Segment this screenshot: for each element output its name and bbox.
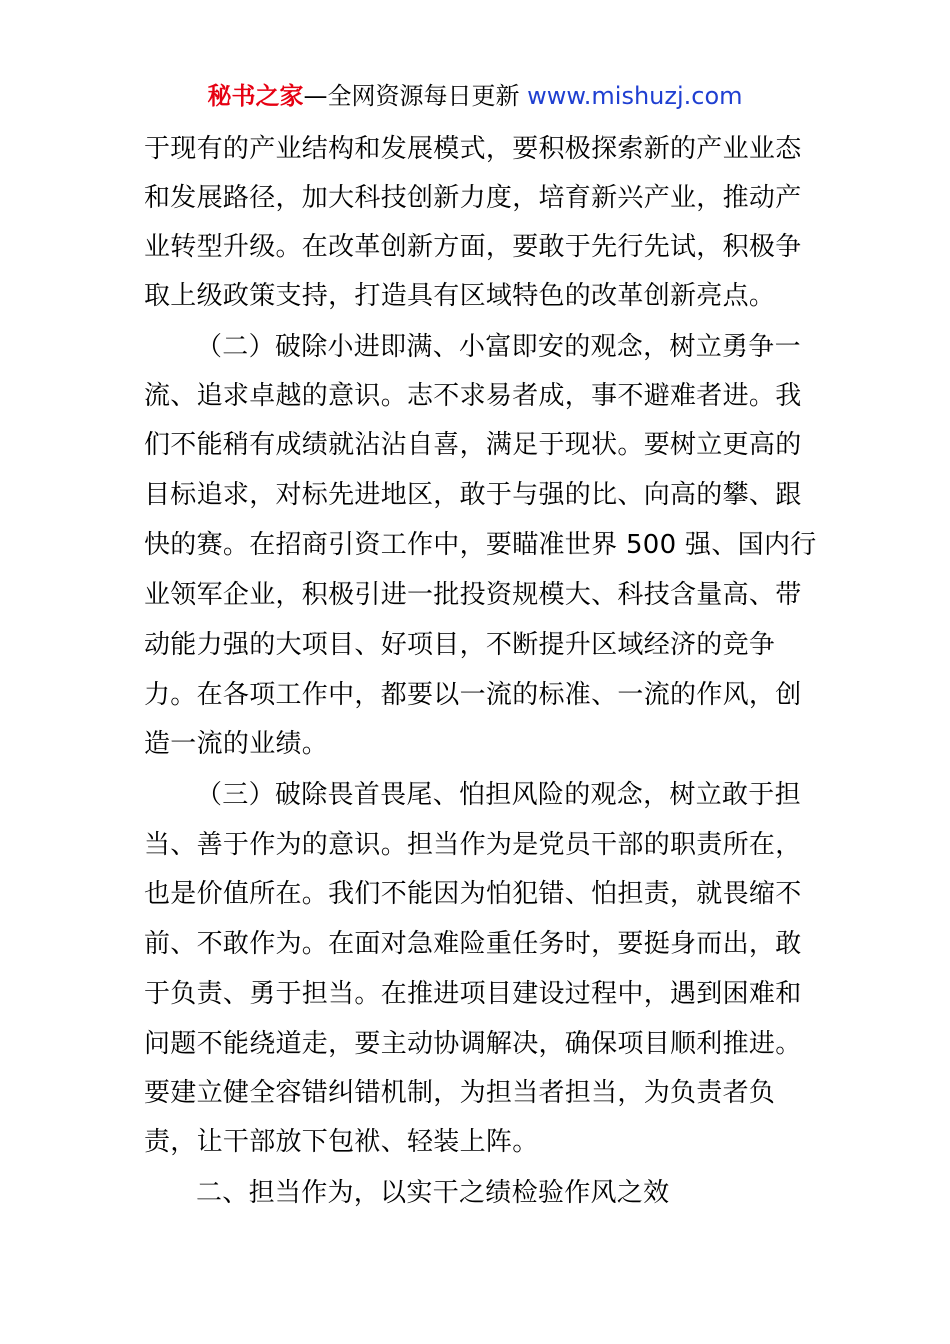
text-line: 流、追求卓越的意识。志不求易者成，事不避难者进。我 — [144, 381, 802, 411]
header-tagline: —全网资源每日更新 — [303, 82, 528, 110]
text-line: 于负责、勇于担当。在推进项目建设过程中，遇到困难和 — [144, 979, 802, 1009]
text-line: 动能力强的大项目、好项目，不断提升区域经济的竞争 — [144, 630, 776, 660]
text-line: 前、不敢作为。在面对急难险重任务时，要挺身而出，敢 — [144, 929, 802, 959]
text-line: 业领军企业，积极引进一批投资规模大、科技含量高、带 — [144, 580, 802, 610]
brand-name: 秘书之家 — [207, 82, 304, 110]
text-line: 责，让干部放下包袱、轻装上阵。 — [144, 1127, 539, 1157]
site-header — [0, 80, 950, 112]
section-heading: 二、担当作为，以实干之绩检验作风之效 — [196, 1178, 670, 1208]
text-line: 造一流的业绩。 — [144, 729, 329, 759]
text-line: 取上级政策支持，打造具有区域特色的改革创新亮点。 — [144, 281, 776, 311]
text-line: 于现有的产业结构和发展模式，要积极探索新的产业业态 — [144, 134, 802, 164]
text-line: 业转型升级。在改革创新方面，要敢于先行先试，积极争 — [144, 232, 802, 262]
text-line: 当、善于作为的意识。担当作为是党员干部的职责所在， — [144, 830, 802, 860]
text-line: 力。在各项工作中，都要以一流的标准、一流的作风，创 — [144, 680, 802, 710]
text-line: 目标追求，对标先进地区，敢于与强的比、向高的攀、跟 — [144, 480, 802, 510]
text-line: 和发展路径，加大科技创新力度，培育新兴产业，推动产 — [144, 183, 802, 213]
text-line: 问题不能绕道走，要主动协调解决，确保项目顺利推进。 — [144, 1029, 802, 1059]
text-line: 们不能稍有成绩就沾沾自喜，满足于现状。要树立更高的 — [144, 430, 802, 460]
paragraph-start-line: （二）破除小进即满、小富即安的观念，树立勇争一 — [196, 332, 801, 362]
paragraph-start-line: （三）破除畏首畏尾、怕担风险的观念，树立敢于担 — [196, 780, 801, 810]
site-url-link[interactable]: www.mishuzj.com — [527, 82, 743, 110]
text-line: 也是价值所在。我们不能因为怕犯错、怕担责，就畏缩不 — [144, 879, 802, 909]
text-line: 快的赛。在招商引资工作中，要瞄准世界 500 强、国内行 — [144, 530, 817, 560]
text-line: 要建立健全容错纠错机制，为担当者担当，为负责者负 — [144, 1078, 776, 1108]
